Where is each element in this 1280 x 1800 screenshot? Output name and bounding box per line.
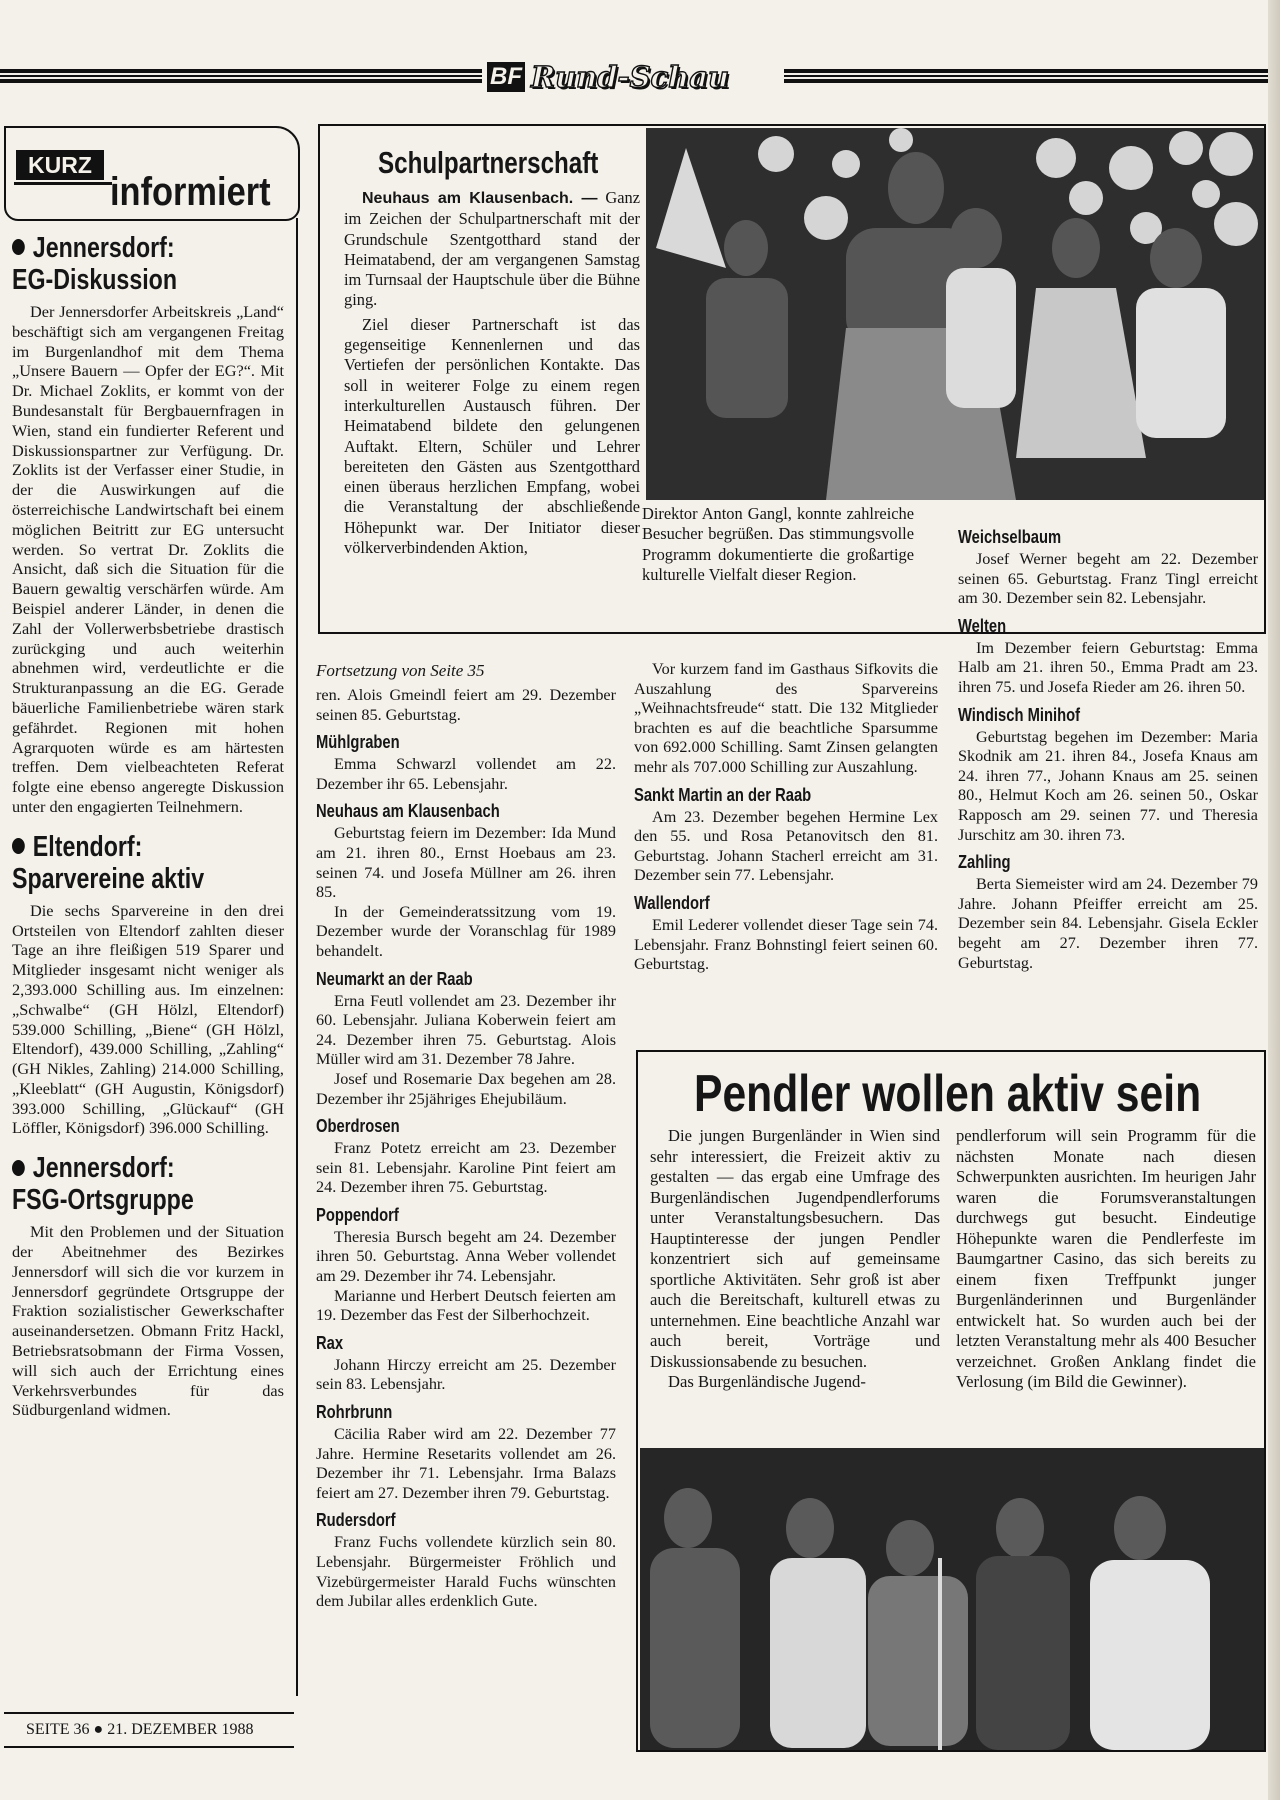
footer-bullet-icon: ● — [93, 1721, 104, 1738]
birthday-entry — [958, 614, 1258, 698]
birthday-col1-sections — [316, 730, 616, 1612]
birthday-entry — [316, 1400, 616, 1503]
pendler-box — [636, 1050, 1266, 1752]
schul-para-2: Ziel dieser Partnerschaft ist das gegenseitige Kennenlernen und das Vertiefen der persönlichen Kontakte. Das soll in weiterer Folge zu einem regen interkulturellen Austausch führen. Der Heimatabend bildete den gelungenen Auftakt. Eltern, Schüler und Lehrer bereiteten den Gästen aus Szentgotthard einen überaus herzlichen Empfang, wobei die Veranstaltung der abschließende Höhepunkt war. Der Initiator dieser völkerverbindenden Aktion, — [344, 314, 640, 558]
page-date: 21. DEZEMBER 1988 — [107, 1721, 254, 1738]
page-footer — [4, 1712, 294, 1748]
birthday-entry — [958, 850, 1258, 973]
kurz-headline: Eltendorf: — [12, 831, 230, 863]
schul-photo — [646, 128, 1264, 500]
bullet-icon — [12, 239, 25, 255]
birthday-text: Geburtstag feiern im Dezember: Ida Mund am 21. ihren 80., Ernst Hoebaus am 23. seinen 74. und Josefa Müllner am 26. ihren 85. In der Gemeinderatssitzung vom 19. Dezember wurde der Voranschlag für 1989 behandelt. — [316, 824, 616, 960]
place-heading: Welten — [958, 615, 1007, 636]
kurz-section-fsg — [12, 1152, 284, 1420]
birthday-entry — [316, 730, 616, 794]
place-heading: Weichselbaum — [958, 527, 1062, 547]
dance-photo-image — [646, 128, 1264, 500]
kurz-column — [12, 232, 284, 1682]
masthead-title: Rund-Schau — [531, 60, 730, 94]
place-heading: Poppendorf — [316, 1204, 399, 1225]
masthead-rule-right — [784, 69, 1270, 83]
birthday-text: Geburtstag begehen im Dezember: Maria Skodnik am 21. ihren 84., Josefa Knaus am 24. ihren 77., Johann Knaus am 25. seinen 80., Helmut Koch am 26. seinen 50., Oskar Rapposch am 29. seinen 77. und Theresia Jurschitz am 30. ihren 73. — [958, 727, 1258, 844]
place-heading: Windisch Minihof — [958, 704, 1081, 725]
kurz-column-border — [296, 218, 298, 1696]
pendler-photo — [640, 1448, 1264, 1750]
birthday-text: Im Dezember feiern Geburtstag: Emma Halb am 21. ihren 50., Emma Pradt am 23. ihren 75. und Josefa Rieder am 26. ihren 50. — [958, 638, 1258, 696]
place-heading: Neumarkt an der Raab — [316, 968, 473, 989]
place-heading: Oberdrosen — [316, 1116, 400, 1137]
birthday-text: Johann Hirczy erreicht am 25. Dezember sein 83. Lebensjahr. — [316, 1355, 616, 1394]
kurz-divider — [14, 182, 112, 185]
kurz-informiert-word: informiert — [110, 170, 271, 214]
birthday-text: Am 23. Dezember begehen Hermine Lex den 55. und Rosa Petanovitsch den 81. Geburtstag. Johann Stacherl erreicht am 31. Dezember sein 77. Lebensjahr. — [634, 807, 938, 885]
kurz-headline: Jennersdorf: — [12, 232, 230, 264]
birthday-entry — [316, 967, 616, 1110]
kurz-label: KURZ — [16, 150, 104, 180]
place-heading: Rohrbrunn — [316, 1402, 393, 1423]
schul-title: Schulpartnerschaft — [378, 145, 599, 180]
masthead-logo: BF — [487, 62, 525, 92]
winners-photo-image — [640, 1448, 1264, 1750]
birthday-lead: ren. Alois Gmeindl feiert am 29. Dezember seinen 85. Geburtstag. — [316, 686, 616, 724]
masthead — [0, 62, 1270, 92]
birthday-entry — [634, 891, 938, 975]
place-heading: Sankt Martin an der Raab — [634, 784, 812, 805]
continued-note: Fortsetzung von Seite 35 — [316, 661, 485, 680]
birthday-entry — [316, 799, 616, 961]
kurz-headline-2: Sparvereine aktiv — [12, 862, 205, 895]
birthday-entry — [634, 783, 938, 886]
place-heading: Mühlgraben — [316, 732, 400, 753]
birthday-col3-sections — [958, 525, 1258, 973]
schul-para-1: Neuhaus am Klausenbach. — Ganz im Zeichen der Schulpartnerschaft mit der Grundschule Szentgotthard stand der Heimatabend, der am vergangenen Samstag im Turnsaal der Hauptschule über die Bühne ging. — [344, 188, 640, 310]
birthday-text: Erna Feutl vollendet am 23. Dezember ihr 60. Lebensjahr. Juliana Koberwein feiert am 24. Dezember ihren 75. Geburtstag. Alois Müller wird am 31. Dezember 78 Jahre. Josef und Rosemarie Dax begehen am 28. Dezember ihr 25jähriges Ehejubiläum. — [316, 991, 616, 1108]
schul-dateline: Neuhaus am Klausenbach. — — [362, 190, 598, 207]
kurz-informiert-box — [4, 126, 300, 221]
birthday-col-2 — [634, 660, 938, 1040]
birthday-col2-sections — [634, 783, 938, 975]
kurz-section-eltendorf — [12, 831, 284, 1139]
kurz-headline-2: FSG-Ortsgruppe — [12, 1184, 194, 1217]
birthday-text: Josef Werner begeht am 22. Dezember seinen 65. Geburtstag. Franz Tingl erreicht am 30. Dezember sein 82. Lebensjahr. — [958, 550, 1258, 608]
masthead-rule-left — [0, 69, 482, 83]
bullet-icon — [12, 838, 25, 854]
birthday-col2-lead: Vor kurzem fand im Gasthaus Sifkovits die Auszahlung des Sparvereins „Weihnachtsfreude“ statt. Die 132 Mitglieder brachten es auf die beachtliche Sparsumme von 692.000 Schilling. Samt Zinsen gelangten mehr als 707.000 Schilling zur Auszahlung. — [634, 660, 938, 776]
kurz-text: Der Jennersdorfer Arbeitskreis „Land“ beschäftigt sich am vergangenen Freitag im Burgenlandhof mit dem Thema „Unsere Bauern — Opfer der EG?“. Mit Dr. Michael Zoklits, er kommt von der Bundesanstalt für Bergbauernfragen in Wien, stand ein fundierter Referent und Diskussionspartner zur Verfügung. Dr. Zoklits ist der Verfasser einer Studie, in der die Auswirkungen auf die österreichische Landwirtschaft bei einem möglichen Beitritt zur EG untersucht werden. So vertrat Dr. Zoklits die Ansicht, daß sich die Situation für die Bauern gewaltig verschärfen würde. Am Beispiel anderer Länder, in denen die Zahl der Vollerwerbsbetriebe drastisch zurückging und auch weiterhin abnehmen wird, verdeutlichte er die Strukturanpassung an die EG. Gerade bäuerliche Familienbetriebe wären stark gefährdet. Regionen mit hohen Agrarquoten würde es am härtesten treffen. Dem vielbeachteten Referat folgte eine ebenso angeregte Diskussion unter den engagierten Teilnehmern. — [12, 302, 284, 816]
schul-text-col2 — [642, 504, 914, 632]
page-number: SEITE 36 — [26, 1721, 90, 1738]
birthday-text: Theresia Bursch begeht am 24. Dezember ihren 50. Geburtstag. Anna Weber vollendet am 29. Dezember ihr 74. Lebensjahr. Marianne und Herbert Deutsch feierten am 19. Dezember das Fest der Silberhochzeit. — [316, 1227, 616, 1325]
place-heading: Neuhaus am Klausenbach — [316, 801, 500, 822]
schul-body — [344, 188, 640, 558]
birthday-entry — [316, 1114, 616, 1198]
birthday-entry — [316, 1508, 616, 1611]
birthday-text: Cäcilia Raber wird am 22. Dezember 77 Jahre. Hermine Resetarits vollendet am 26. Dezember ihr 71. Lebensjahr. Irma Balazs feiert am 27. Dezember ihren 79. Geburtstag. — [316, 1425, 616, 1502]
place-heading: Rudersdorf — [316, 1510, 396, 1531]
page-edge — [1268, 0, 1280, 1800]
birthday-text: Franz Potetz erreicht am 23. Dezember sein 81. Lebensjahr. Karoline Pint feiert am 24. Dezember ihren 75. Geburtstag. — [316, 1139, 616, 1197]
birthday-entry — [316, 1331, 616, 1395]
place-heading: Zahling — [958, 852, 1011, 873]
birthday-text: Berta Siemeister wird am 24. Dezember 79 Jahre. Johann Pfeiffer erreicht am 25. Dezember sein 84. Lebensjahr. Gisela Eckler begeht am 27. Dezember ihren 77. Geburtstag. — [958, 875, 1258, 972]
pendler-title: Pendler wollen aktiv sein — [694, 1065, 1202, 1123]
kurz-headline: Jennersdorf: — [12, 1152, 230, 1184]
kurz-headline-2: EG-Diskussion — [12, 264, 178, 296]
birthday-col-3 — [958, 520, 1258, 1040]
kurz-text: Mit den Problemen und der Situation der Abeitnehmer des Bezirkes Jennersdorf will sich die vor kurzem in Jennersdorf gegründete Ortsgruppe der Fraktion sozialistischer Gewerkschafter auseinandersetzen. Obmann Fritz Hackl, Betriebsratsobmann der Firma Vossen, will sich auch der Errichtung eines Verkehrsverbundes für das Südburgenland widmen. — [12, 1222, 284, 1420]
place-heading: Rax — [316, 1332, 344, 1353]
birthday-text: Emil Lederer vollendet dieser Tage sein 74. Lebensjahr. Franz Bohnstingl feiert seinen 60. Geburtstag. — [634, 915, 938, 974]
kurz-section-eg — [12, 232, 284, 817]
birthday-text: Franz Fuchs vollendete kürzlich sein 80. Lebensjahr. Bürgermeister Fröhlich und Vizebürgermeister Harald Fuchs wünschten dem Jubilar alles erdenklich Gute. — [316, 1533, 616, 1611]
pendler-col-2: pendlerforum will sein Programm für die nächsten Monate nach diesen Schwerpunkten ausrichten. Im heurigen Jahr waren die Forumsveranstaltungen durchwegs gut besucht. Eindeutige Höhepunkte waren die Pendlerfeste im Baumgartner Casino, das sich bereits zu einem fixen Treffpunkt junger Burgenländerinnen und Burgenländer entwickelt hat. So wurden auch bei der letzten Veranstaltung mehr als 400 Besucher verzeichnet. Großen Anklang findet die Verlosung (im Bild die Gewinner). — [956, 1126, 1256, 1391]
kurz-text: Die sechs Sparvereine in den drei Ortsteilen von Eltendorf zahlten dieser Tage an ihre fleißigen 519 Sparer und Mitglieder insgesamt nicht weniger als 2,393.000 Schilling aus. Im einzelnen: „Schwalbe“ (GH Hölzl, Eltendorf) 539.000 Schilling, „Biene“ (GH Hölzl, Eltendorf), 439.000 Schilling, „Zahling“ (GH Nikles, Zahling) 214.000 Schilling, „Kleeblatt“ (GH Augustin, Königsdorf) 393.000 Schilling, „Glückauf“ (GH Löffler, Königsdorf) 396.000 Schilling. — [12, 900, 284, 1138]
birthday-entry — [316, 1203, 616, 1326]
schul-text-col1 — [344, 144, 640, 630]
birthday-col-1 — [316, 660, 616, 1760]
birthday-entry — [958, 703, 1258, 846]
birthday-entry — [958, 525, 1258, 609]
place-heading: Wallendorf — [634, 892, 710, 913]
schul-para-3: Direktor Anton Gangl, konnte zahlreiche Besucher begrüßen. Das stimmungsvolle Programm dokumentierte die großartige kulturelle Vielfalt dieser Region. — [642, 504, 914, 584]
bullet-icon — [12, 1160, 25, 1176]
pendler-col-1: Die jungen Burgenländer in Wien sind sehr interessiert, die Freizeit aktiv zu gestalten — das ergab eine Umfrage des Burgenländischen Jugendpendlerforums unter Veranstaltungsbesuchern. Das Hauptinteresse der jungen Pendler konzentriert sich auf gemeinsame sportliche Aktivitäten. Sehr groß ist aber auch die Bereitschaft, kulturell etwas zu unternehmen. Eine beachtliche Anzahl war auch bereit, Vorträge und Diskussionsabende zu besuchen. Das Burgenländische Jugend- — [650, 1126, 940, 1391]
birthday-text: Emma Schwarzl vollendet am 22. Dezember ihr 65. Lebensjahr. — [316, 755, 616, 793]
